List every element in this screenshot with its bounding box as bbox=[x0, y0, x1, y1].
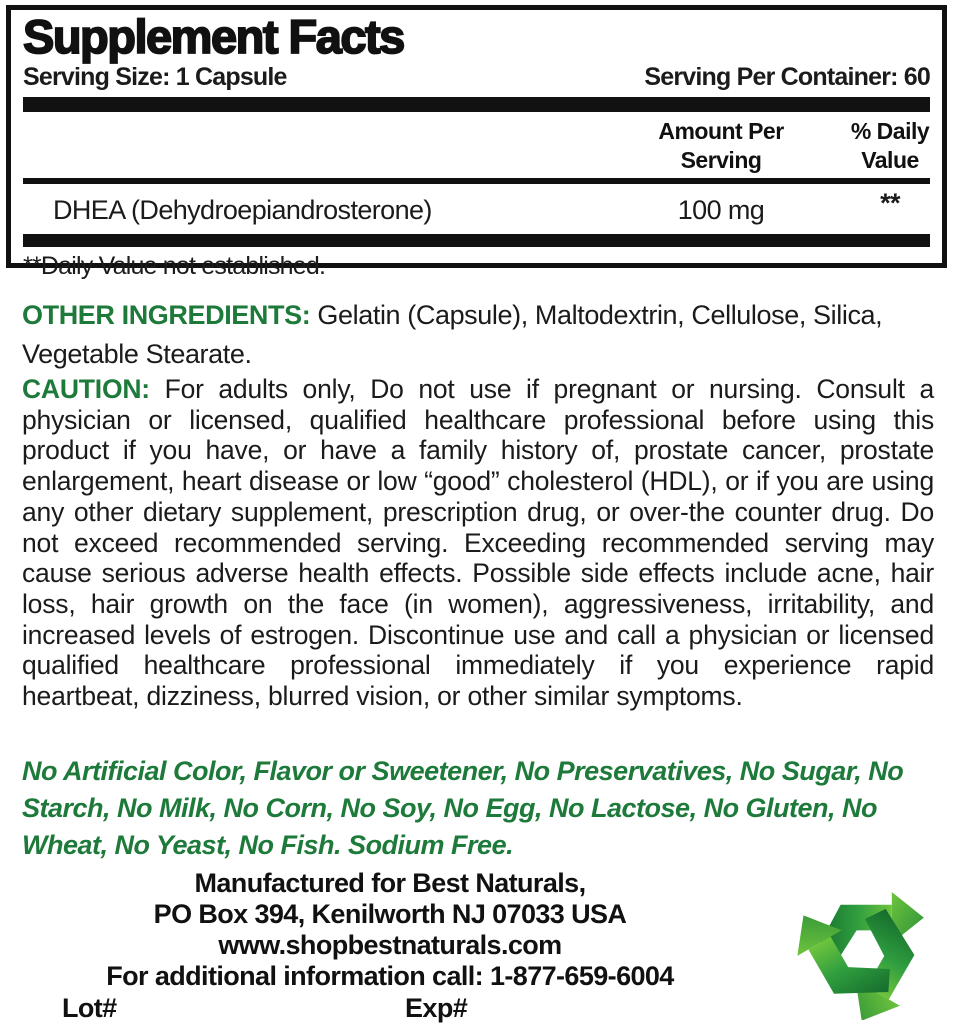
nutrient-name: DHEA (Dehydroepiandrosterone) bbox=[53, 195, 432, 225]
serving-size: Serving Size: 1 Capsule bbox=[23, 63, 287, 91]
address-line: PO Box 394, Kenilworth NJ 07033 USA bbox=[153, 899, 627, 929]
amount-per-serving-header: Amount Per Serving bbox=[658, 118, 784, 173]
manufacturer-line: Manufactured for Best Naturals, bbox=[194, 868, 586, 898]
nutrient-daily-value: ** bbox=[880, 188, 900, 218]
daily-value-footnote: **Daily Value not established. bbox=[23, 252, 326, 280]
divider-thick bbox=[23, 234, 930, 247]
table-row bbox=[23, 184, 930, 234]
daily-value-header: % Daily Value bbox=[850, 118, 930, 173]
caution-paragraph bbox=[22, 374, 934, 712]
other-ingredients-paragraph bbox=[22, 296, 934, 374]
nutrient-amount: 100 mg bbox=[677, 195, 765, 225]
website-line: www.shopbestnaturals.com bbox=[218, 930, 562, 960]
serving-info-row bbox=[23, 63, 930, 92]
lot-exp-row bbox=[35, 993, 745, 1024]
column-header-row bbox=[23, 112, 930, 178]
other-ingredients-label: OTHER INGREDIENTS: bbox=[22, 300, 311, 330]
caution-text: For adults only, Do not use if pregnant or nursing. Consult a physician or licensed, qualified healthcare professional before using this product if you have, or have a family history of, prostate cancer, prostate enlargement, heart disease or low “good” cholesterol (HDL), or if you are using any other dietary supplement, prescription drug, or over-the counter drug. Do not exceed recommended serving. Exceeding recommended serving may cause serious adverse health effects. Possible side effects include acne, hair loss, hair growth on the face (in women), aggressiveness, irritability, and increased levels of estrogen. Discontinue use and call a physician or licensed qualified healthcare professional immediately if you experience rapid heartbeat, dizziness, blurred vision, or other similar symptoms. bbox=[22, 374, 934, 712]
manufacturer-footer bbox=[35, 868, 745, 1024]
exp-date-label: Exp# bbox=[405, 993, 468, 1023]
lot-number-label: Lot# bbox=[62, 993, 117, 1023]
caution-label: CAUTION: bbox=[22, 374, 150, 404]
recycle-icon bbox=[776, 860, 950, 1020]
supplement-facts-panel bbox=[6, 5, 947, 280]
phone-line: For additional information call: 1-877-659-6004 bbox=[106, 961, 674, 991]
other-ingredients-text: Gelatin (Capsule), Maltodextrin, Cellulose, Silica, Vegetable Stearate. bbox=[22, 300, 883, 369]
allergen-free-claims: No Artificial Color, Flavor or Sweetener, No Preservatives, No Sugar, No Starch, No Milk, No Corn, No Soy, No Egg, No Lactose, No Gluten, No Wheat, No Yeast, No Fish. Sodium Free. bbox=[22, 756, 904, 860]
panel-title: Supplement Facts bbox=[23, 10, 404, 63]
divider-thick bbox=[23, 97, 930, 112]
servings-per-container: Serving Per Container: 60 bbox=[644, 63, 930, 91]
